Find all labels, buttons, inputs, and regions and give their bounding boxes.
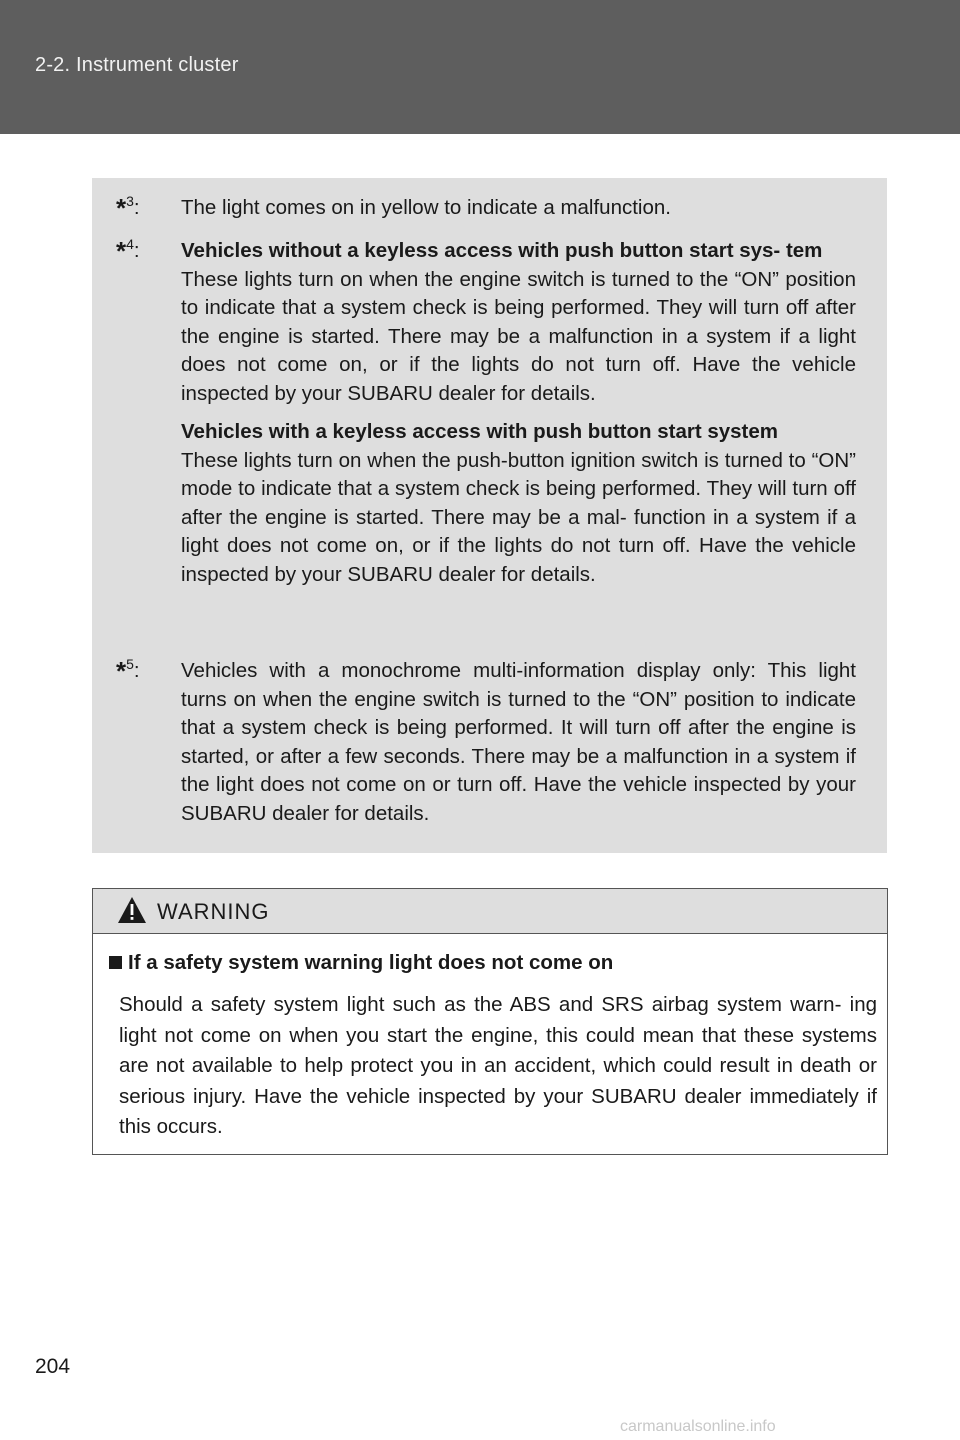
warning-title: WARNING <box>157 899 270 924</box>
watermark: carmanualsonline.info <box>620 1418 776 1435</box>
footnote-marker: *$^5$: <box>116 656 140 686</box>
warning-item-heading: If a safety system warning light does not come on <box>109 951 879 975</box>
footnote-text: The light comes on in yellow to indicate a malfunction. <box>181 196 671 219</box>
footnote-paragraph: These lights turn on when the engine switch is turned to the “ON” position to indicate that a system check is being performed. They will turn off after the engine is started. There may be a malfunction in a system if a light does not come on, or if the lights do not turn off. Have the vehicle inspected by your SUBARU dealer for details. <box>181 267 856 405</box>
warning-header <box>93 889 887 934</box>
footnote-paragraph: These lights turn on when the push-button ignition switch is turned to “ON” mode to indicate that a system check is being performed. They will turn off after the engine is started. There may be a mal- function in a system if a light does not come on, or if the lights do not turn off. Have the vehicle inspected by your SUBARU dealer for details. <box>181 448 856 586</box>
footnote-marker: *$^4$: <box>116 236 140 266</box>
section-title: 2-2. Instrument cluster <box>35 54 239 76</box>
footnote-5 <box>116 657 856 828</box>
warning-triangle-icon <box>117 896 147 924</box>
footnote-marker: *$^3$: <box>116 193 140 223</box>
warning-item-text: Should a safety system light such as the ABS and SRS airbag system warn- ing light not come on when you start the engine, this could mean that these systems are not available to help protect you in an accident, which could result in death or serious injury. Have the vehicle inspected by your SUBARU dealer immediately if this occurs. <box>119 993 877 1138</box>
footnote-text: Vehicles with a monochrome multi-information display only: This light turns on when the engine switch is turned to the “ON” position to indicate that a system check is being performed. It will turn off after the engine is started, or after a few seconds. There may be a malfunction in a system if the light does not come on or turn off. Have the vehicle inspected by your SUBARU dealer for details. <box>181 659 856 825</box>
warning-box <box>92 888 888 1155</box>
square-bullet-icon <box>109 956 122 969</box>
page-number: 204 <box>35 1355 71 1378</box>
footnote-4 <box>116 237 856 589</box>
footnote-3 <box>116 194 856 223</box>
section-header-band <box>0 0 960 134</box>
footnote-subheading: Vehicles without a keyless access with push button start sys- tem <box>181 239 823 262</box>
footnote-subheading: Vehicles with a keyless access with push button start system <box>181 420 779 443</box>
